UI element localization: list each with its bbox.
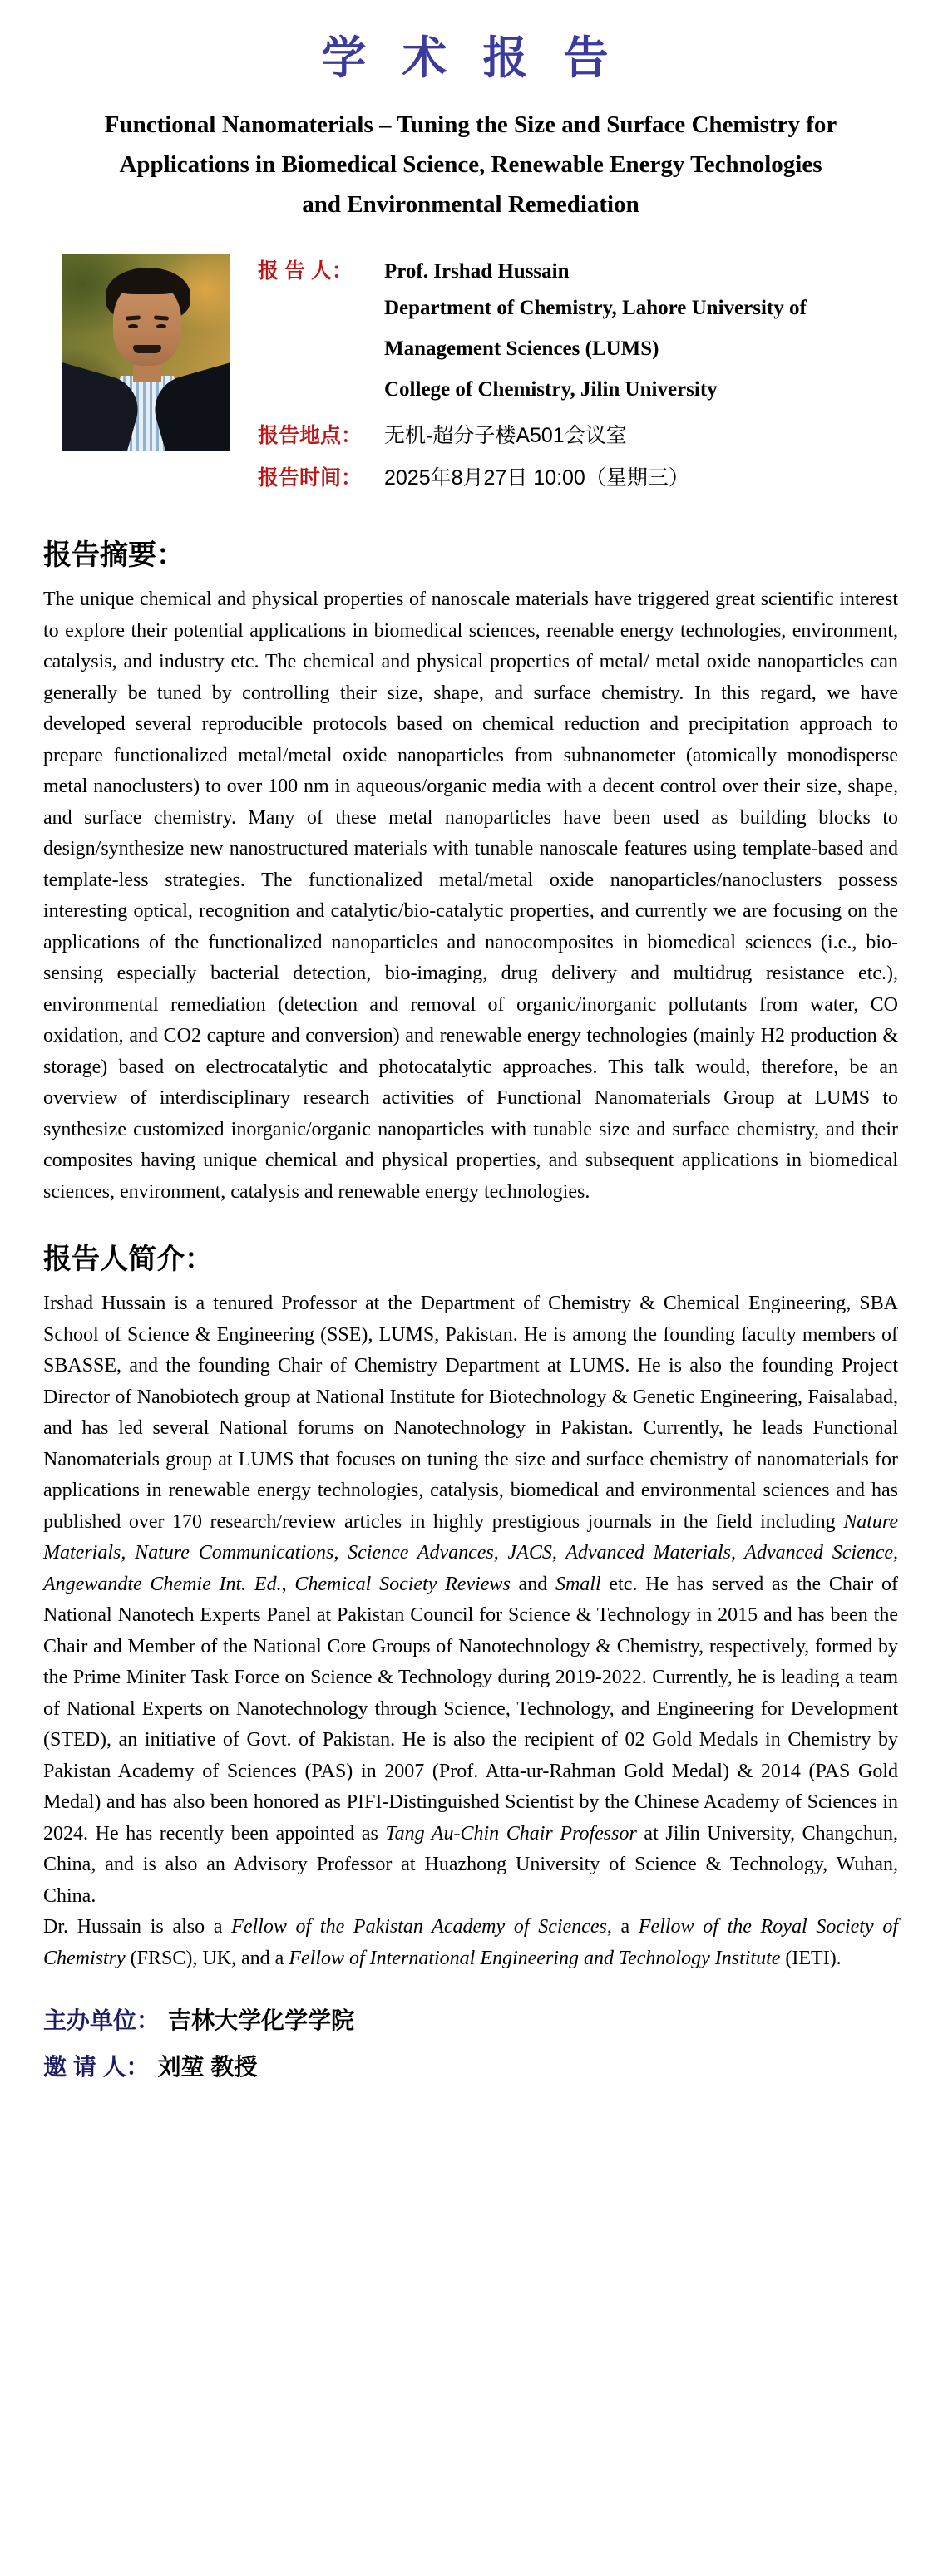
talk-title <box>43 105 898 224</box>
bio-paragraph-1 <box>43 1288 898 1912</box>
text-segment: etc. He has served as the Chair of National Nanotech Experts Panel at Pakistan Council for Science & Technology in 2015 and has been the Chair and Member of the National Core Groups of Nanotechnology & Chemistry, respectively, formed by the Prime Miniter Task Force on Science & Technology during 2019-2022. Currently, he is leading a team of National Experts on Nanotechnology through Science, Technology, and Engineering for Development (STED), an initiative of Govt. of Pakistan. He is also the recipient of 02 Gold Medals in Chemistry by Pakistan Academy of Sciences (PAS) in 2007 (Prof. Atta-ur-Rahman Gold Medal) & 2014 (PAS Gold Medal) and has also been honored as PIFI-Distinguished Scientist by the Chinese Academy of Sciences in 2024. He has recently been appointed as <box>43 1573 898 1845</box>
text-segment: at Jilin University, Changchun, China, and is also an Advisory Professor at Huazhong University of Science & Technology, Wuhan, China. <box>43 1822 898 1907</box>
text-segment: Fellow of the Pakistan Academy of Sciences <box>231 1916 607 1938</box>
text-segment: Nature Materials, Nature Communications, Science Advances, JACS, Advanced Materials, Advanced Science, Angewandte Chemie Int. Ed., Chemical Society Reviews <box>43 1510 898 1595</box>
speaker-label: 报 告 人： <box>258 259 353 283</box>
affiliation-line-3: College of Chemistry, Jilin University <box>384 378 718 401</box>
text-segment: Tang Au-Chin Chair Professor <box>385 1822 637 1845</box>
organizer-row <box>43 2002 898 2036</box>
photo-hairline-shape <box>111 274 184 294</box>
speaker-section <box>43 254 898 504</box>
text-segment: Dr. Hussain is also a <box>43 1916 232 1938</box>
talk-title-line-3: and Environmental Remediation <box>302 191 639 218</box>
bio-paragraph-2 <box>43 1912 898 1974</box>
bio-heading: 报告人简介： <box>43 1244 213 1275</box>
inviter-row <box>43 2049 898 2082</box>
speaker-name: Prof. Irshad Hussain <box>384 260 570 283</box>
text-segment: Small <box>555 1573 601 1595</box>
time-row <box>258 461 898 491</box>
talk-title-line-2: Applications in Biomedical Science, Renewable Energy Technologies <box>119 151 822 178</box>
text-segment: Fellow of International Engineering and Technology Institute <box>289 1947 781 1969</box>
speaker-affiliation-row <box>258 337 898 366</box>
text-segment: Irshad Hussain is a tenured Professor at the Department of Chemistry & Chemical Engineering, SBA School of Science & Engineering (SSE), LUMS, Pakistan. He is among the founding faculty members of SBASSE, and the founding Chair of Chemistry Department at LUMS. He is also the founding Project Director of Nanobiotech group at National Institute for Biotechnology & Genetic Engineering, Faisalabad, and has led several National forums on Nanotechnology in Pakistan. Currently, he leads Functional Nanomaterials group at LUMS that focuses on tuning the size and surface chemistry of nanomaterials for applications in renewable energy technologies, catalysis, biomedical and environmental sciences and has published over 170 research/review articles in highly prestigious journals in the field including <box>43 1293 898 1533</box>
time-label: 报告时间： <box>258 466 363 490</box>
photo-eye-left-shape <box>128 324 138 328</box>
inviter-value: 刘堃 教授 <box>157 2054 258 2080</box>
text-segment: , a <box>606 1916 639 1938</box>
abstract-heading: 报告摘要： <box>43 539 185 571</box>
text-segment: Fellow of the Royal Society of Chemistry <box>43 1916 898 1969</box>
photo-eye-right-shape <box>156 324 166 328</box>
venue-label: 报告地点： <box>258 424 363 447</box>
banner-title: 学 术 报 告 <box>321 33 620 83</box>
venue-value: 无机-超分子楼A501会议室 <box>384 424 627 447</box>
organizer-value: 吉林大学化学学院 <box>168 2007 355 2033</box>
affiliation-line-2: Management Sciences (LUMS) <box>384 337 659 360</box>
abstract-text: The unique chemical and physical properties of nanoscale materials have triggered great scientific interest to explore their potential applications in biomedical sciences, reenable energy technologies, environment, catalysis, and industry etc. The chemical and physical properties of metal/ metal oxide nanoparticles can generally be tuned by controlling their size, shape, and surface chemistry. In this regard, we have developed several reproducible protocols based on chemical reduction and precipitation approach to prepare functionalized metal/metal oxide nanoparticles from subnanometer (atomically monodisperse metal nanoclusters) to over 100 nm in aqueous/organic media with a decent control over their size, shape, and surface chemistry. Many of these metal nanoparticles have been used as building blocks to design/synthesize new nanostructured materials with tunable nanoscale features using template-based and template-less strategies. The functionalized metal/metal oxide nanoparticles/nanoclusters possess interesting optical, recognition and catalytic/bio-catalytic properties, and currently we are focusing on the applications of the functionalized nanoparticles and nanocomposites in biomedical sciences (i.e., bio-sensing especially bacterial detection, bio-imaging, drug delivery and multidrug resistance etc.), environmental remediation (detection and removal of organic/inorganic pollutants from water, CO oxidation, and CO2 capture and conversion) and renewable energy technologies (mainly H2 production & storage) based on electrocatalytic and photocatalytic approaches. This talk would, therefore, be an overview of interdisciplinary research activities of Functional Nanomaterials Group at LUMS to synthesize customized inorganic/organic nanoparticles with tunable size and surface chemistry, and their composites having unique chemical and physical properties, and subsequent applications in biomedical sciences, environment, catalysis and renewable energy technologies. <box>43 589 898 1203</box>
inviter-label: 邀 请 人： <box>43 2054 150 2080</box>
time-value: 2025年8月27日 10:00（星期三） <box>384 466 689 490</box>
speaker-affiliation-row <box>258 378 898 406</box>
text-segment: and <box>510 1573 555 1595</box>
talk-title-line-1: Functional Nanomaterials – Tuning the Size and Surface Chemistry for <box>104 111 837 138</box>
photo-mustache-shape <box>133 345 161 353</box>
speaker-info <box>258 254 898 504</box>
speaker-name-row <box>258 254 898 284</box>
affiliation-line-1: Department of Chemistry, Lahore University of <box>384 297 807 319</box>
venue-row <box>258 419 898 449</box>
text-segment: (FRSC), UK, and a <box>125 1947 289 1969</box>
speaker-photo <box>62 254 230 451</box>
text-segment: (IETI). <box>780 1947 842 1969</box>
speaker-affiliation-row <box>258 297 898 325</box>
organizer-label: 主办单位： <box>43 2007 160 2033</box>
footer <box>43 2002 898 2082</box>
